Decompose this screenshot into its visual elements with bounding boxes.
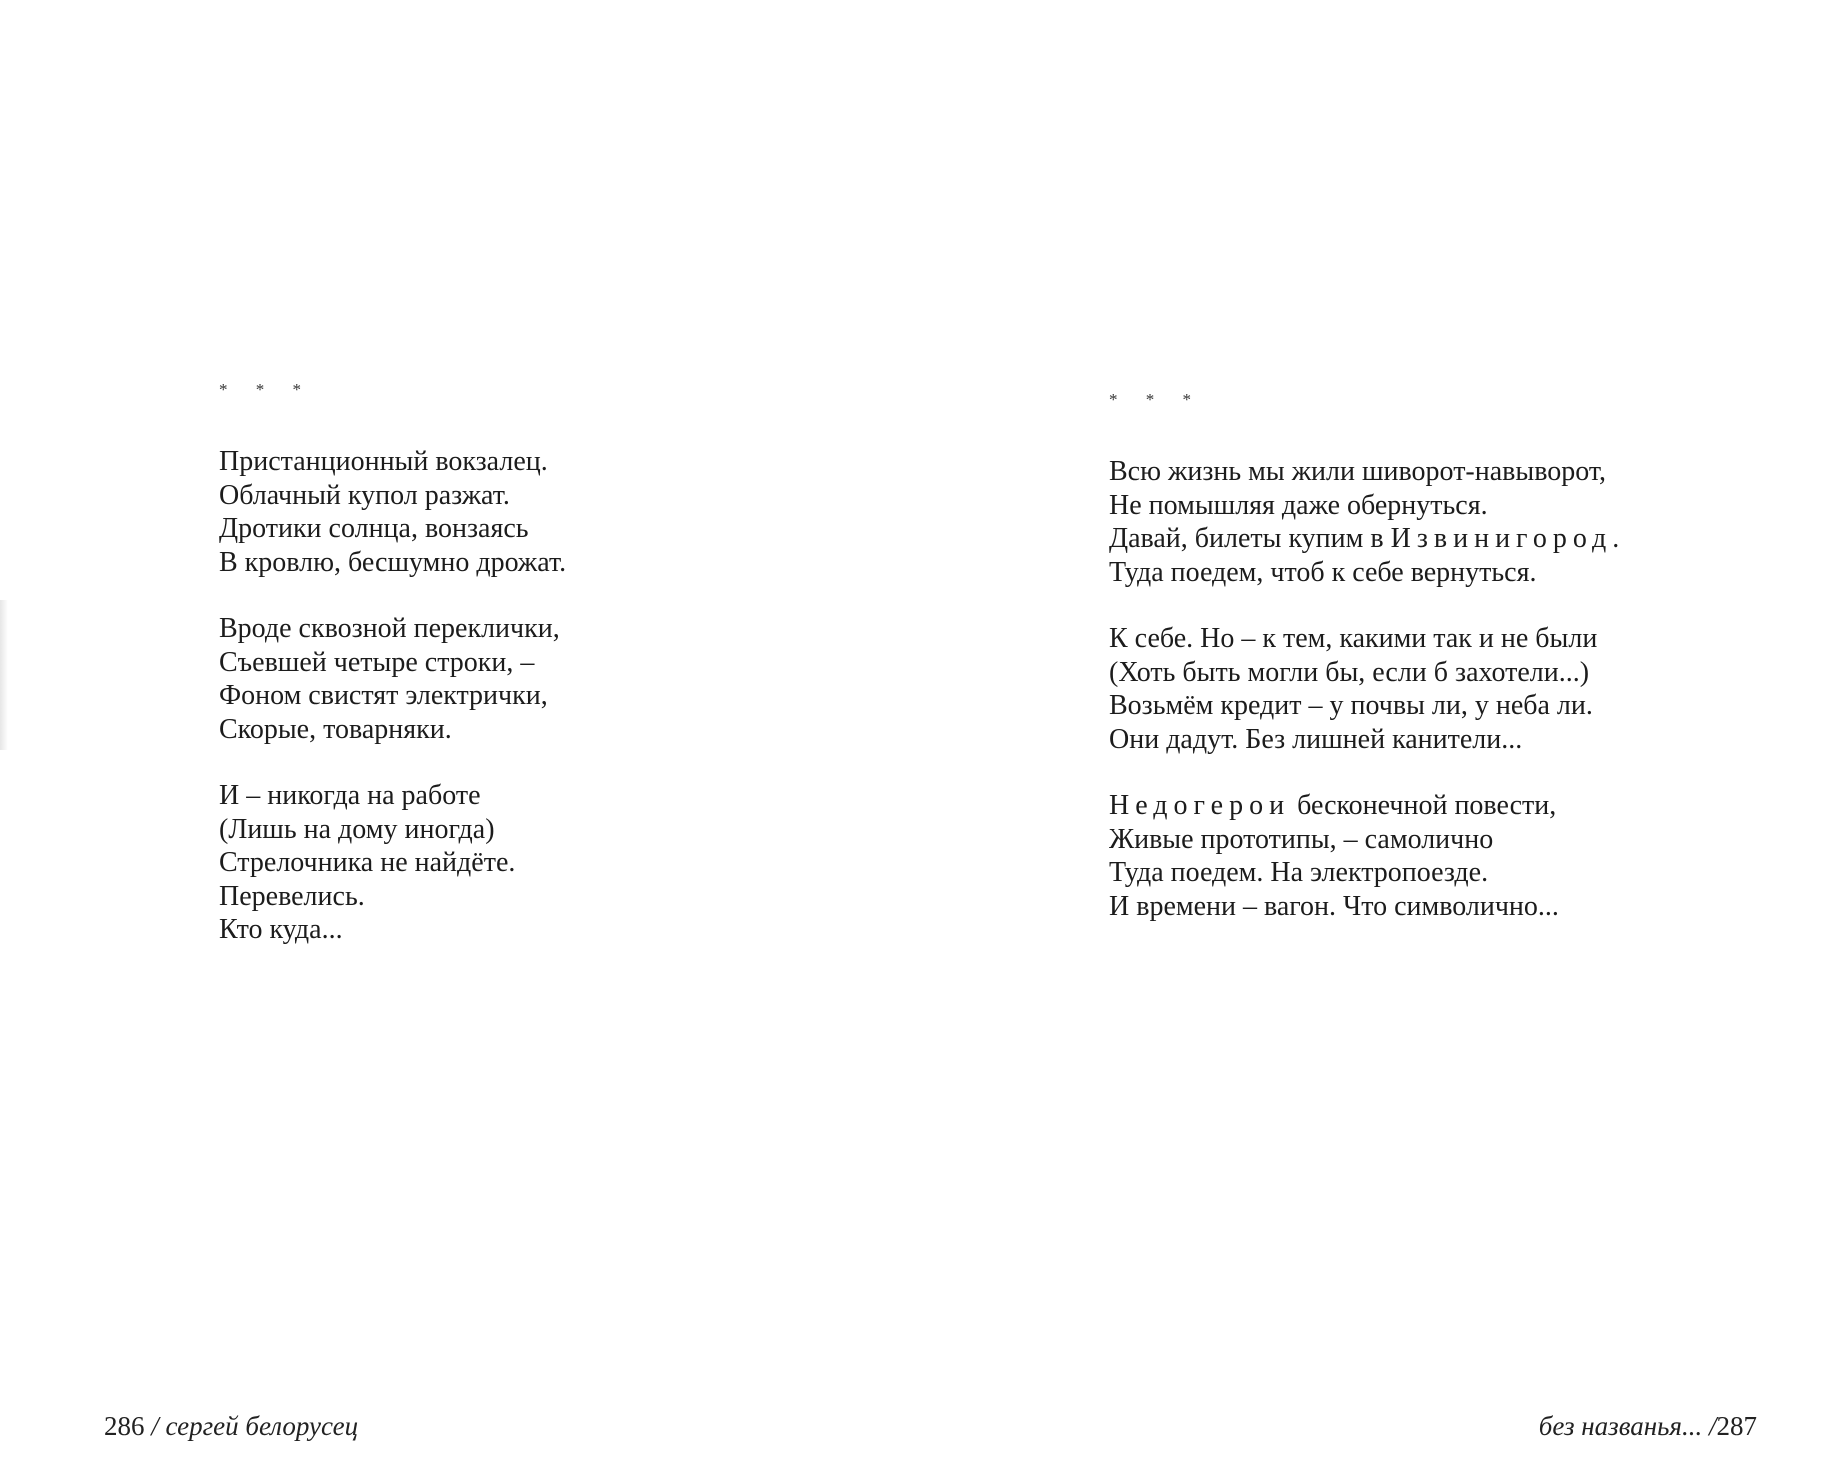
footer-section-title: без названья... [1538,1411,1703,1441]
footer-separator: / [1708,1411,1717,1441]
poem-line [1109,522,1619,556]
poem-line: Скорые, товарняки. [219,713,452,745]
left-page-number: 286 [104,1411,145,1441]
poem-line: Облачный купол разжат. [219,479,510,511]
left-running-footer [104,1409,358,1443]
right-page-number: 287 [1716,1411,1757,1441]
poem-line: Не помышляя даже обернуться. [1109,489,1488,521]
poem-line: Живые прототипы, – самолично [1109,823,1494,855]
poem-line: Дротики солнца, вонзаясь [219,513,529,544]
footer-author: сергей белорусец [165,1411,359,1441]
poem-line: Фоном свистят электрички, [219,680,548,711]
right-stanza-1 [1109,455,1619,589]
right-running-footer [1539,1409,1757,1443]
poem-line: (Хоть быть могли бы, если б захотели...) [1109,656,1590,688]
poem-line: И – никогда на работе [219,780,481,811]
poem-line [1109,789,1619,823]
footer-separator: / [151,1411,159,1441]
poem-line: Они дадут. Без лишней канители... [1109,723,1523,755]
spaced-word: Извинигород [1390,523,1613,554]
poem-line: И времени – вагон. Что символично... [1109,890,1559,922]
right-stanza-2 [1109,622,1619,756]
poem-line: Всю жизнь мы жили шиворот-навыворот, [1109,456,1606,487]
line-text: Давай, билеты купим в [1109,523,1391,554]
left-page [0,0,919,1477]
poem-line: К себе. Но – к тем, какими так и не были [1109,623,1598,654]
right-stanza-3 [1109,789,1619,923]
poem-line: (Лишь на дому иногда) [219,813,495,845]
left-poem [219,380,566,947]
right-asterism: * * * [1109,390,1203,409]
poem-line: Стрелочника не найдёте. [219,847,516,878]
left-stanza-2 [219,612,566,746]
poem-line: Возьмём кредит – у почвы ли, у неба ли. [1109,690,1593,721]
line-text: бесконечной повести, [1290,790,1557,821]
poem-line: В кровлю, бесшумно дрожат. [219,546,567,578]
right-poem [1109,390,1619,923]
poem-line: Туда поедем. На электропоезде. [1109,857,1489,888]
poem-line: Туда поедем, чтоб к себе вернуться. [1109,556,1537,588]
poem-line: Съевшей четыре строки, – [219,646,535,678]
line-text: . [1612,523,1620,554]
left-stanza-1 [219,445,566,579]
poem-line: Вроде сквозной переклички, [219,613,560,644]
poem-line: Перевелись. [219,880,365,912]
right-page [919,0,1839,1477]
poem-line: Пристанционный вокзалец. [219,446,548,477]
left-stanza-3 [219,779,566,947]
poem-line: Кто куда... [219,914,343,945]
spaced-word: Недогерои [1109,790,1291,821]
left-asterism: * * * [219,380,313,399]
